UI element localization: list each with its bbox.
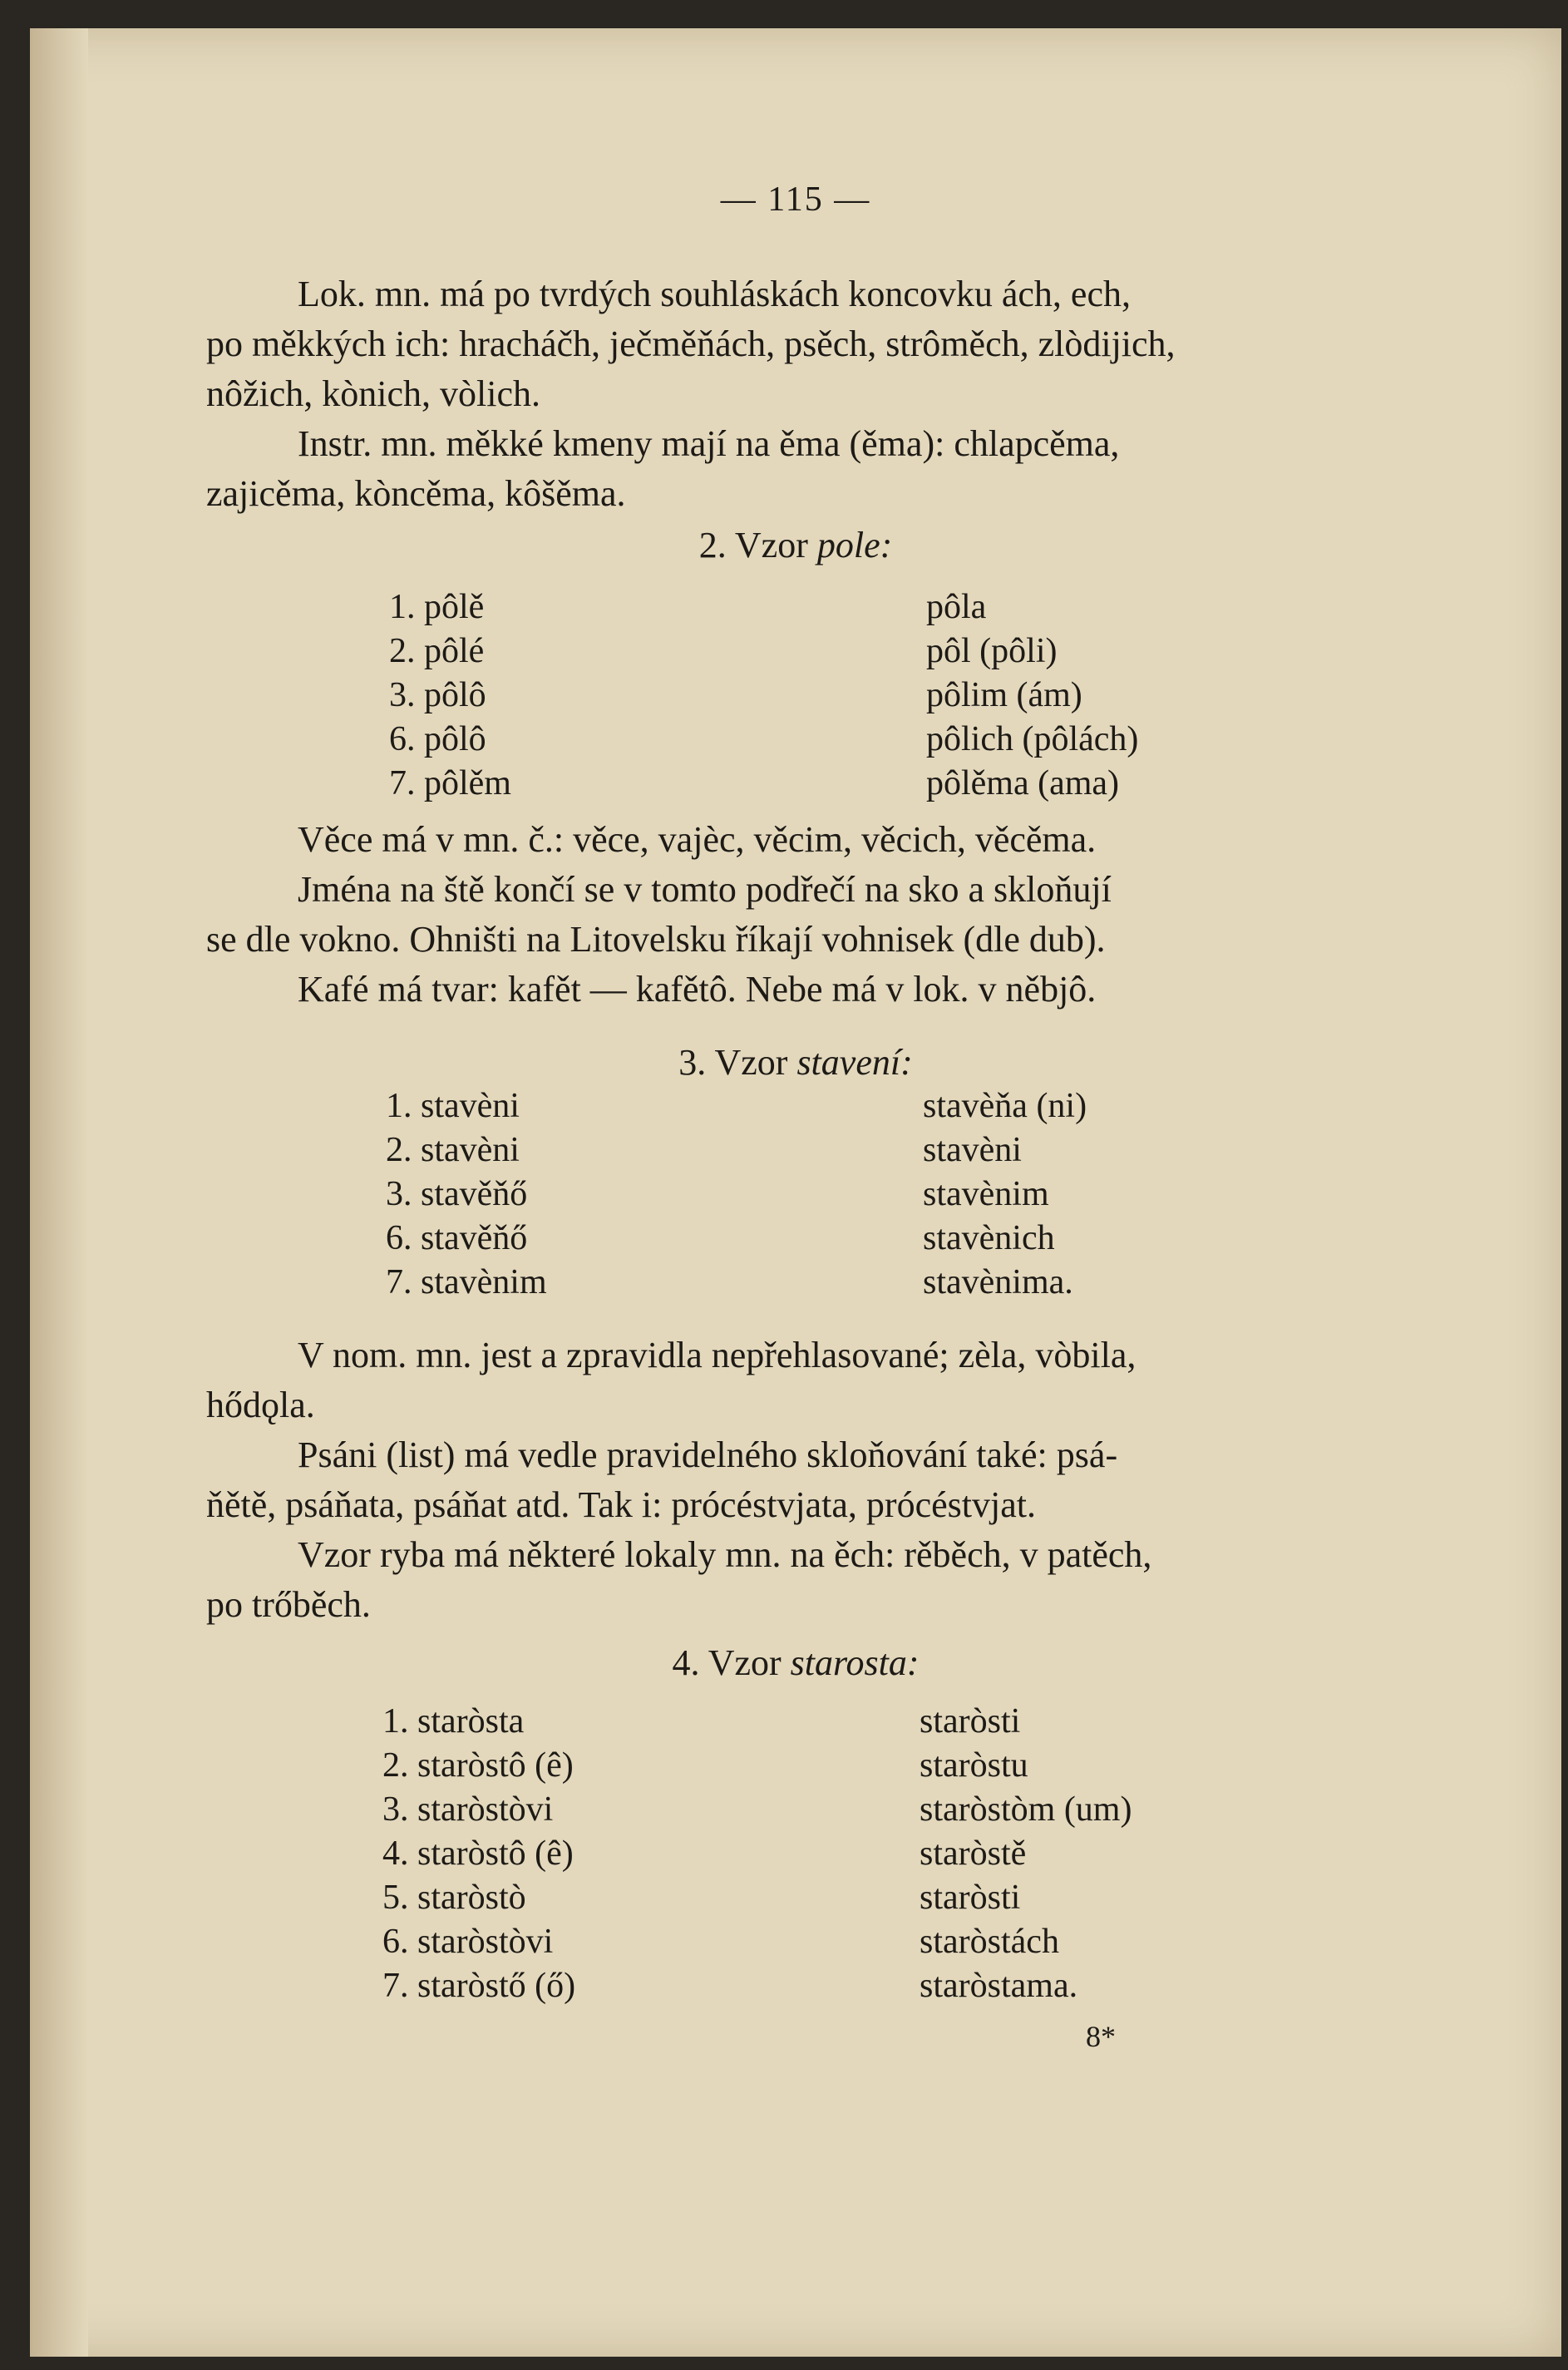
staveni-heading	[30, 1041, 1561, 1084]
notes-paragraph-2	[206, 1331, 1320, 1630]
pole-pl-6: pôlich (pôlách)	[926, 720, 1139, 758]
book-page	[30, 28, 1561, 2357]
pole-heading-word: pole:	[816, 525, 893, 565]
intro-line: Instr. mn. měkké kmeny mají na ěma (ěma): chlapcěma,	[298, 423, 1120, 464]
intro-line: nôžich, kònich, vòlich.	[206, 373, 541, 414]
starosta-heading-word: starosta:	[790, 1642, 920, 1683]
staveni-heading-prefix: 3. Vzor	[678, 1042, 797, 1083]
starosta-pl-1: staròsti	[920, 1702, 1021, 1740]
staveni-sg-2: 2. stavèni	[386, 1131, 520, 1169]
signature-mark: 8*	[1086, 2020, 1116, 2053]
starosta-sg-1: 1. staròsta	[382, 1702, 525, 1740]
starosta-heading	[30, 1642, 1561, 1684]
starosta-pl-7: staròstama.	[920, 1967, 1078, 2005]
intro-paragraph	[206, 269, 1320, 519]
staveni-pl-2: stavèni	[923, 1131, 1022, 1169]
starosta-pl-5: staròsti	[920, 1879, 1021, 1917]
starosta-pl-3: staròstòm (um)	[920, 1790, 1132, 1829]
notes2-line: po trőběch.	[206, 1584, 371, 1625]
pole-pl-7: pôlěma (ama)	[926, 764, 1120, 802]
pole-heading-prefix: 2. Vzor	[698, 525, 817, 565]
staveni-sg-6: 6. stavěňő	[386, 1219, 528, 1257]
notes1-line: Věce má v mn. č.: věce, vajèc, věcim, věcich, věcěma.	[298, 819, 1097, 860]
starosta-pl-2: staròstu	[920, 1746, 1028, 1785]
starosta-sg-2: 2. staròstô (ê)	[382, 1746, 574, 1785]
staveni-sg-7: 7. stavènim	[386, 1263, 547, 1301]
intro-line: po měkkých ich: hracháčh, ječměňách, psěch, strôměch, zlòdijich,	[206, 323, 1176, 364]
staveni-sg-1: 1. stavèni	[386, 1087, 520, 1125]
starosta-pl-4: staròstě	[920, 1834, 1027, 1873]
notes2-line: ňětě, psáňata, psáňat atd. Tak i: prócéstvjata, prócéstvjat.	[206, 1484, 1036, 1525]
pole-pl-3: pôlim (ám)	[926, 676, 1082, 714]
intro-line: zajicěma, kòncěma, kôšěma.	[206, 473, 626, 514]
page-number: — 115 —	[720, 180, 871, 219]
pole-sg-3: 3. pôlô	[389, 676, 486, 714]
pole-sg-6: 6. pôlô	[389, 720, 486, 758]
notes-paragraph-1	[206, 815, 1320, 1015]
starosta-heading-prefix: 4. Vzor	[672, 1642, 791, 1683]
staveni-pl-7: stavènima.	[923, 1263, 1073, 1301]
intro-line: Lok. mn. má po tvrdých souhláskách koncovku ách, ech,	[298, 274, 1131, 314]
notes2-line: Vzor ryba má některé lokaly mn. na ěch: rěběch, v patěch,	[298, 1534, 1152, 1575]
starosta-sg-5: 5. staròstò	[382, 1879, 526, 1917]
pole-pl-1: pôla	[926, 588, 987, 626]
staveni-pl-6: stavènich	[923, 1219, 1055, 1257]
staveni-pl-1: stavèňa (ni)	[923, 1087, 1087, 1125]
notes1-line: se dle vokno. Ohništi na Litovelsku říkají vohnisek (dle dub).	[206, 919, 1106, 960]
staveni-heading-word: stavení:	[796, 1042, 913, 1083]
starosta-sg-7: 7. staròstő (ő)	[382, 1967, 576, 2005]
pole-sg-7: 7. pôlěm	[389, 764, 511, 802]
staveni-sg-3: 3. stavěňő	[386, 1175, 528, 1213]
pole-sg-2: 2. pôlé	[389, 632, 485, 670]
notes2-line: V nom. mn. jest a zpravidla nepřehlasované; zèla, vòbila,	[298, 1335, 1137, 1375]
pole-pl-2: pôl (pôli)	[926, 632, 1058, 670]
notes1-line: Jména na ště končí se v tomto podřečí na sko a skloňují	[298, 869, 1112, 910]
starosta-sg-3: 3. staròstòvi	[382, 1790, 554, 1829]
pole-sg-1: 1. pôlě	[389, 588, 485, 626]
starosta-sg-6: 6. staròstòvi	[382, 1923, 554, 1961]
starosta-sg-4: 4. staròstô (ê)	[382, 1834, 574, 1873]
page-spine-shadow	[30, 28, 88, 2357]
notes2-line: hődǫla.	[206, 1385, 315, 1425]
notes1-line: Kafé má tvar: kafět — kafětô. Nebe má v lok. v něbjô.	[298, 969, 1097, 1010]
starosta-pl-6: staròstách	[920, 1923, 1059, 1961]
staveni-pl-3: stavènim	[923, 1175, 1049, 1213]
notes2-line: Psáni (list) má vedle pravidelného skloňování také: psá-	[298, 1434, 1118, 1475]
pole-heading	[30, 524, 1561, 566]
